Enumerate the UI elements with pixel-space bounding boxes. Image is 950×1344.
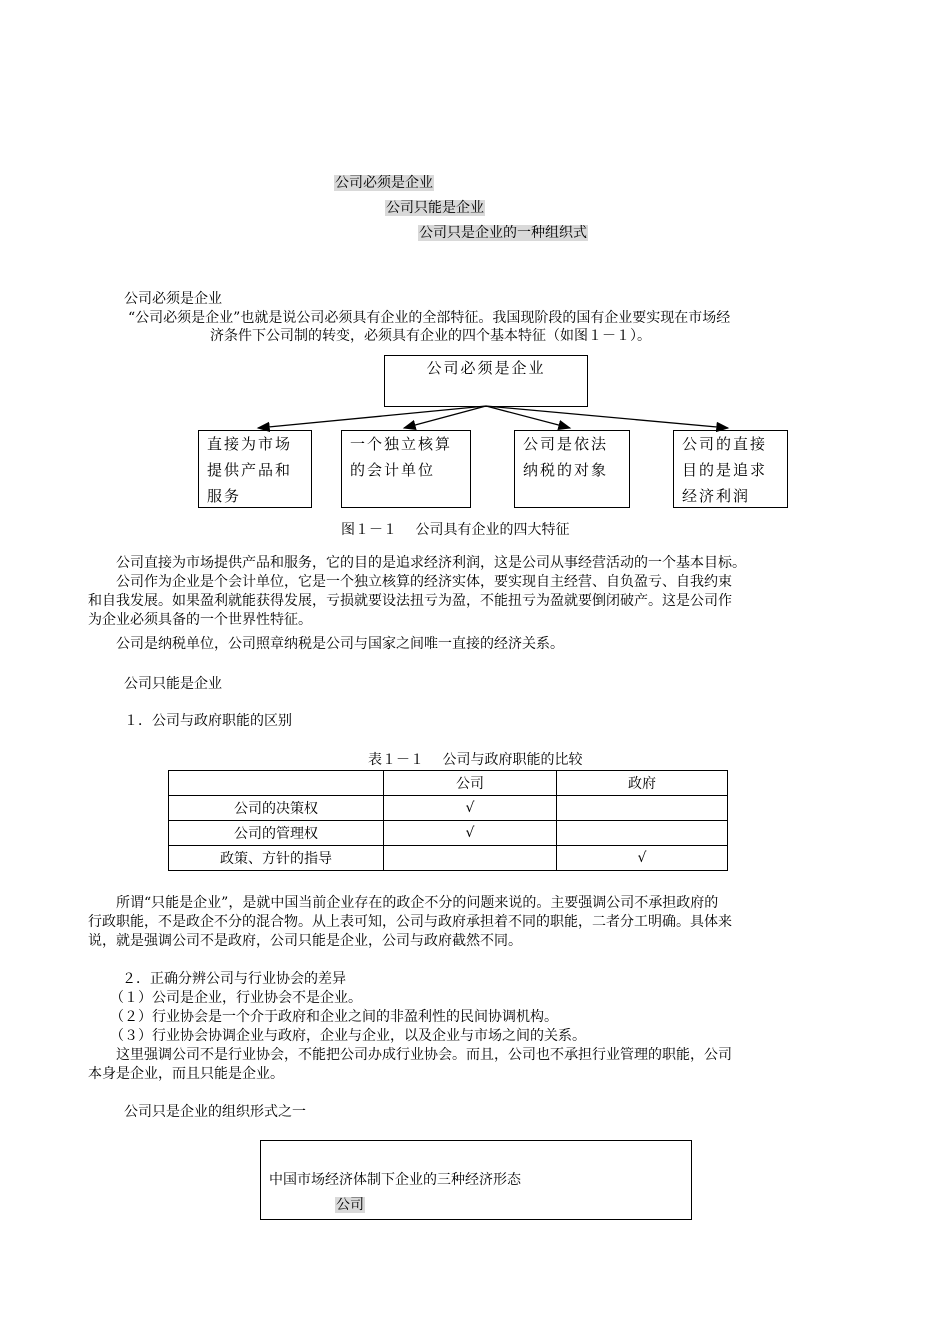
outline-item-2: 公司只能是企业 <box>386 200 484 216</box>
section1-heading: 公司必须是企业 <box>124 291 222 307</box>
arrow-4 <box>486 406 728 428</box>
paragraph: 公司作为企业是个会计单位，它是一个独立核算的经济实体，要实现自主经营、自负盈亏、自我约束 <box>88 574 732 590</box>
paragraph: 和自我发展。如果盈利就能获得发展，亏损就要设法扭亏为盈，不能扭亏为盈就要倒闭破产。这是公司作 <box>88 593 732 609</box>
table-header-row <box>169 771 728 796</box>
diagram-box-4-line: 经济利润 <box>682 487 751 505</box>
diagram-box-3-line: 纳税的对象 <box>523 461 609 479</box>
table-cell <box>384 846 557 871</box>
list-item: （２）行业协会是一个介于政府和企业之间的非盈利性的民间协调机构。 <box>110 1009 558 1025</box>
comparison-table <box>168 770 728 871</box>
paragraph: 公司直接为市场提供产品和服务，它的目的是追求经济利润，这是公司从事经营活动的一个基本目标。 <box>88 555 746 571</box>
table-header-cell: 公司 <box>384 771 557 796</box>
outline-item-1: 公司必须是企业 <box>335 175 433 191</box>
table-row <box>169 846 728 871</box>
paragraph: 为企业必须具备的一个世界性特征。 <box>88 612 312 628</box>
table-cell <box>557 821 728 846</box>
table-cell: 公司的决策权 <box>169 796 384 821</box>
list-item: （１）公司是企业，行业协会不是企业。 <box>110 990 362 1006</box>
diagram-box-1-line: 直接为市场 <box>207 435 293 453</box>
diagram-box-1-line: 服务 <box>207 487 242 505</box>
economic-forms-title: 中国市场经济体制下企业的三种经济形态 <box>269 1172 521 1188</box>
outline-item-3: 公司只是企业的一种组织式 <box>419 225 587 241</box>
diagram-box-2-line: 一个独立核算 <box>350 435 453 453</box>
diagram-box-1 <box>198 430 312 508</box>
table-cell <box>557 796 728 821</box>
list-item: （３）行业协会协调企业与政府，企业与企业，以及企业与市场之间的关系。 <box>110 1028 586 1044</box>
paragraph: 所谓“只能是企业”，是就中国当前企业存在的政企不分的问题来说的。主要强调公司不承担政府的 <box>88 895 719 911</box>
diagram-top-label: 公司必须是企业 <box>426 359 546 377</box>
paragraph: 这里强调公司不是行业协会，不能把公司办成行业协会。而且，公司也不承担行业管理的职能，公司 <box>88 1047 732 1063</box>
table-cell: √ <box>557 846 728 871</box>
section1-intro-line1: “公司必须是企业”也就是说公司必须具有企业的全部特征。我国现阶段的国有企业要实现在市场经 <box>128 310 731 326</box>
section2-sub1: １．公司与政府职能的区别 <box>124 713 292 729</box>
table-header-cell <box>169 771 384 796</box>
diagram-box-3 <box>514 430 630 508</box>
section1-intro-line2: 济条件下公司制的转变，必须具有企业的四个基本特征（如图１－１）。 <box>210 328 651 344</box>
diagram-box-4-line: 目的是追求 <box>682 461 768 479</box>
table-cell: √ <box>384 821 557 846</box>
table-row <box>169 796 728 821</box>
arrow-1 <box>258 406 486 428</box>
diagram-box-4 <box>673 430 788 508</box>
table-row <box>169 821 728 846</box>
diagram-caption: 图１－１ 公司具有企业的四大特征 <box>341 522 570 538</box>
economic-forms-item: 公司 <box>336 1197 364 1213</box>
table-caption: 表１－１ 公司与政府职能的比较 <box>368 752 583 768</box>
section2-sub2: ２．正确分辨公司与行业协会的差异 <box>108 971 346 987</box>
table-cell: 公司的管理权 <box>169 821 384 846</box>
paragraph: 本身是企业，而且只能是企业。 <box>88 1066 284 1082</box>
paragraph: 说，就是强调公司不是政府，公司只能是企业，公司与政府截然不同。 <box>88 933 522 949</box>
diagram-top-box <box>384 355 588 407</box>
paragraph: 行政职能，不是政企不分的混合物。从上表可知，公司与政府承担着不同的职能，二者分工明确。具体来 <box>88 914 732 930</box>
table-header-cell: 政府 <box>557 771 728 796</box>
arrow-2 <box>404 406 486 428</box>
diagram-box-1-line: 提供产品和 <box>207 461 293 479</box>
diagram-box-3-line: 公司是依法 <box>523 435 609 453</box>
section2-heading: 公司只能是企业 <box>124 676 222 692</box>
paragraph: 公司是纳税单位，公司照章纳税是公司与国家之间唯一直接的经济关系。 <box>88 636 564 652</box>
diagram-box-4-line: 公司的直接 <box>682 435 768 453</box>
table-cell: 政策、方针的指导 <box>169 846 384 871</box>
diagram-box-2 <box>341 430 471 508</box>
table-cell: √ <box>384 796 557 821</box>
economic-forms-box <box>260 1140 692 1220</box>
diagram-connectors <box>0 0 950 540</box>
diagram-box-2-line: 的会计单位 <box>350 461 436 479</box>
section3-heading: 公司只是企业的组织形式之一 <box>124 1104 306 1120</box>
